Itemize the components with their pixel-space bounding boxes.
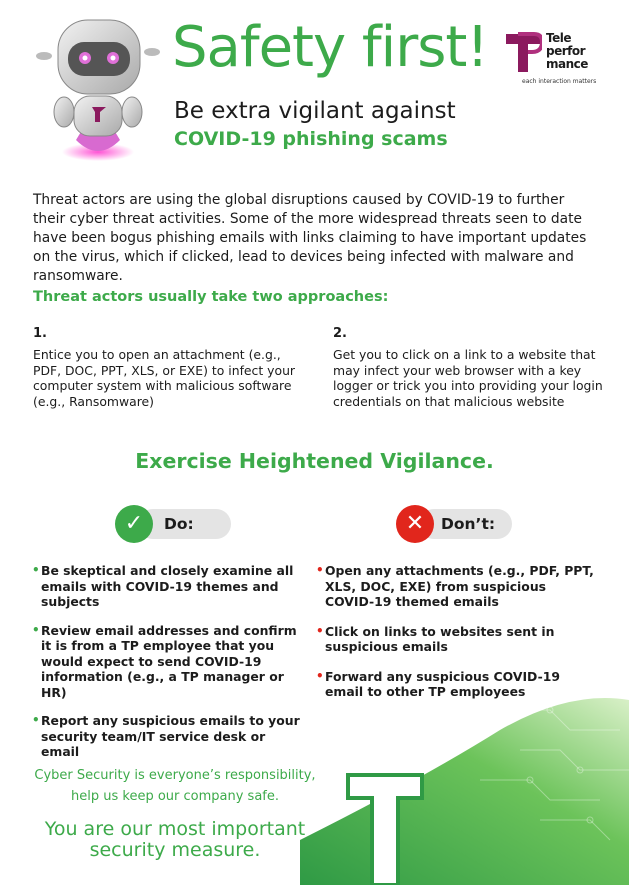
approach-1-text: Entice you to open an attachment (e.g., PDF, DOC, PPT, XLS, or EXE) to infect your computer system with malicious software (e.g., Ransomware) (33, 347, 296, 409)
bullet-icon: • (32, 563, 40, 577)
x-icon: ✕ (396, 505, 434, 543)
do-label: Do: (138, 509, 231, 539)
list-item: • Click on links to websites sent in suspicious emails (316, 623, 555, 654)
approach-1-number: 1. (33, 326, 47, 341)
robot-illustration (28, 12, 168, 162)
bullet-icon: • (316, 668, 324, 683)
approach-2-text: Get you to click on a link to a website that may infect your web browser with a key logger or trick you into providing your login credentials on that malicious website (333, 347, 603, 409)
do-list (32, 563, 307, 773)
logo-wordmark: Tele perfor mance (546, 31, 588, 71)
bullet-icon: • (32, 713, 40, 727)
list-item: • Report any suspicious emails to your security team/IT service desk or email (32, 713, 300, 759)
page-title: Safety first! (172, 15, 488, 80)
logo-tagline: each interaction matters (522, 78, 597, 85)
subtitle-line-2: COVID-19 phishing scams (174, 128, 448, 150)
check-icon: ✓ (115, 505, 153, 543)
teleperformance-logo (504, 30, 604, 90)
vigilance-heading: Exercise Heightened Vigilance. (135, 449, 494, 473)
tp-logo-icon (504, 32, 542, 74)
security-measure-text: You are our most important security measure. (44, 818, 306, 861)
decorative-wave-graphic (300, 690, 629, 885)
list-item: • Open any attachments (e.g., PDF, PPT, XLS, DOC, EXE) from suspicious COVID-19 themed emails (316, 563, 594, 609)
list-item: • Review email addresses and confirm it is from a TP employee that you would expect to send COVID-19 information (e.g., a TP manager or HR) (32, 622, 297, 700)
approaches-heading: Threat actors usually take two approaches: (33, 289, 389, 305)
list-item: • Be skeptical and closely examine all emails with COVID-19 themes and subjects (32, 563, 294, 609)
bullet-icon: • (316, 623, 324, 638)
intro-paragraph: Threat actors are using the global disruptions caused by COVID-19 to further their cyber threat activities. Some of the more widespread threats seen to date have been bogus phishing emails with links claiming to have important updates on the virus, which if clicked, lead to devices being infected with malware and ransomware. (33, 192, 587, 284)
approach-2-number: 2. (333, 326, 347, 341)
bullet-icon: • (316, 563, 324, 577)
responsibility-text: Cyber Security is everyone’s responsibility, help us keep our company safe. (34, 768, 316, 804)
bullet-icon: • (32, 622, 40, 637)
dont-label: Don’t: (419, 509, 512, 539)
subtitle-line-1: Be extra vigilant against (174, 98, 456, 124)
list-item: • Forward any suspicious COVID-19 email to other TP employees (316, 668, 560, 699)
